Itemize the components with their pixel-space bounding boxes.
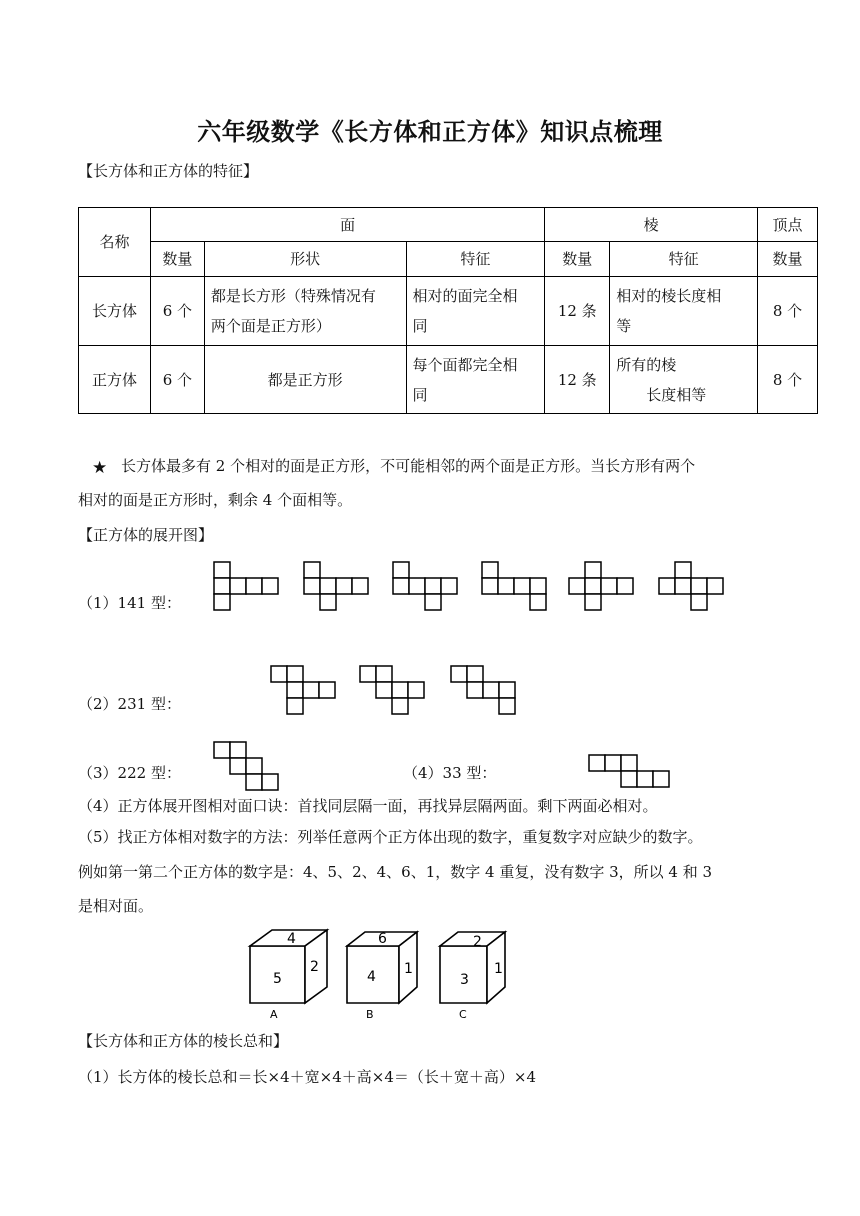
face-feature-line1: 每个面都完全相 [412,355,518,374]
method-line3: 是相对面。 [78,897,154,915]
net-square [498,578,514,594]
net-square [530,594,546,610]
net-square [376,666,392,682]
net-square [319,682,335,698]
row-name: 长方体 [79,277,151,346]
net-square [585,578,601,594]
header-vertex: 顶点 [758,208,818,242]
note-line1: 长方体最多有 2 个相对的面是正方形，不可能相邻的两个面是正方形。当长方形有两个 [121,457,696,475]
cube-net-5 [569,562,633,610]
net-square [441,578,457,594]
net-square [589,755,605,771]
net-square [499,698,515,714]
cube-b-top: 6 [378,931,387,947]
net-square [659,578,675,594]
cube-net-9 [451,666,515,714]
net-square [304,578,320,594]
net-square [585,594,601,610]
cube-net-8 [360,666,424,714]
cube-c [440,932,505,1021]
vertex-count: 8 个 [758,277,818,346]
cube-c-side: 1 [494,961,503,977]
net-square [214,742,230,758]
net-label-231: （2）231 型： [78,695,181,713]
net-square [320,594,336,610]
cube-c-front: 3 [460,972,469,988]
header-vertex-count: 数量 [758,242,818,277]
header-face-shape: 形状 [204,242,406,277]
section-heading-edges: 【长方体和正方体的棱长总和】 [78,1032,289,1050]
net-square [482,562,498,578]
net-square [425,594,441,610]
header-edge: 棱 [545,208,758,242]
numbered-cubes-figure [240,926,540,1026]
net-square [483,682,499,698]
net-square [287,698,303,714]
cube-net-3 [393,562,457,610]
net-square [569,578,585,594]
cube-a [250,930,327,1021]
net-square [601,578,617,594]
section-heading-nets: 【正方体的展开图】 [78,526,214,544]
net-square [393,578,409,594]
cube-net-2 [304,562,368,610]
net-square [585,562,601,578]
net-square [653,771,669,787]
net-square [451,666,467,682]
net-label-141: （1）141 型： [78,594,181,612]
net-square [230,758,246,774]
net-square [530,578,546,594]
cube-net-10 [214,742,278,790]
net-square [514,578,530,594]
cube-b [347,931,417,1021]
cube-a-top: 4 [287,931,296,947]
face-shape: 都是正方形 [204,346,406,414]
net-square [262,774,278,790]
net-square [214,562,230,578]
face-shape-line2: 两个面是正方形） [210,317,331,335]
header-face-feature: 特征 [406,242,545,277]
net-square [691,578,707,594]
net-square [467,682,483,698]
net-square [287,666,303,682]
face-shape-line1: 都是长方形（特殊情况有 [210,287,376,305]
edge-feature-line2: 长度相等 [646,385,707,404]
net-square [707,578,723,594]
opposite-faces-rule: （4）正方体展开图相对面口诀：首找同层隔一面，再找异层隔两面。剩下两面必相对。 [78,797,658,815]
cube-net-7 [271,666,335,714]
header-edge-count: 数量 [545,242,610,277]
net-square [637,771,653,787]
edge-feature-line2: 等 [616,317,632,335]
net-square [691,594,707,610]
net-square [675,578,691,594]
header-name: 名称 [79,208,151,277]
net-square [287,682,303,698]
net-label-33: （4）33 型： [403,764,497,782]
cube-b-label: B [366,1008,374,1021]
net-square [675,562,691,578]
method-line1: （5）找正方体相对数字的方法：列举任意两个正方体出现的数字，重复数字对应缺少的数字。 [78,828,703,846]
net-square [467,666,483,682]
net-square [214,594,230,610]
cube-b-front: 4 [367,969,376,985]
note-line2: 相对的面是正方形时，剩余 4 个面相等。 [78,491,353,509]
cube-a-front: 5 [273,971,282,987]
edge-count: 12 条 [545,277,610,346]
net-square [230,742,246,758]
net-square [303,682,319,698]
net-square [621,771,637,787]
net-square [214,578,230,594]
star-icon: ★ [92,458,108,478]
cube-c-label: C [459,1008,467,1021]
face-feature-line2: 同 [412,317,428,335]
net-square [304,562,320,578]
net-square [246,774,262,790]
net-square [617,578,633,594]
header-edge-feature: 特征 [610,242,758,277]
net-square [392,698,408,714]
net-square [336,578,352,594]
edge-feature-line1: 相对的棱长度相 [616,287,722,305]
net-square [408,682,424,698]
net-square [499,682,515,698]
page-title: 六年级数学《长方体和正方体》知识点梳理 [197,118,663,146]
cube-a-side: 2 [310,959,319,975]
net-label-222: （3）222 型： [78,764,181,782]
header-face-count: 数量 [150,242,204,277]
cube-net-11 [589,755,669,787]
vertex-count: 8 个 [758,346,818,414]
cube-net-1 [214,562,278,610]
net-square [392,682,408,698]
cube-net-6 [659,562,723,610]
net-square [376,682,392,698]
cube-a-label: A [270,1008,278,1021]
net-square [393,562,409,578]
cube-b-side: 1 [404,961,413,977]
net-square [409,578,425,594]
net-square [271,666,287,682]
header-face: 面 [150,208,544,242]
net-square [425,578,441,594]
edge-sum-formula: （1）长方体的棱长总和＝长×4＋宽×4＋高×4＝（长＋宽＋高）×4 [78,1068,536,1086]
net-square [320,578,336,594]
section-heading-features: 【长方体和正方体的特征】 [78,162,259,180]
face-count: 6 个 [150,346,204,414]
edge-feature-line1: 所有的棱 [616,355,677,374]
row-name: 正方体 [79,346,151,414]
net-square [246,578,262,594]
face-feature-line1: 相对的面完全相 [412,287,518,305]
net-square [360,666,376,682]
cube-net-4 [482,562,546,610]
edge-count: 12 条 [545,346,610,414]
net-square [230,578,246,594]
net-square [352,578,368,594]
cube-c-top: 2 [473,934,482,950]
net-square [605,755,621,771]
method-line2: 例如第一第二个正方体的数字是：4、5、2、4、6、1，数字 4 重复，没有数字 3，所以 4 和 3 [78,863,713,881]
net-square [246,758,262,774]
face-feature-line2: 同 [412,385,428,404]
net-square [621,755,637,771]
net-square [482,578,498,594]
net-square [262,578,278,594]
face-count: 6 个 [150,277,204,346]
